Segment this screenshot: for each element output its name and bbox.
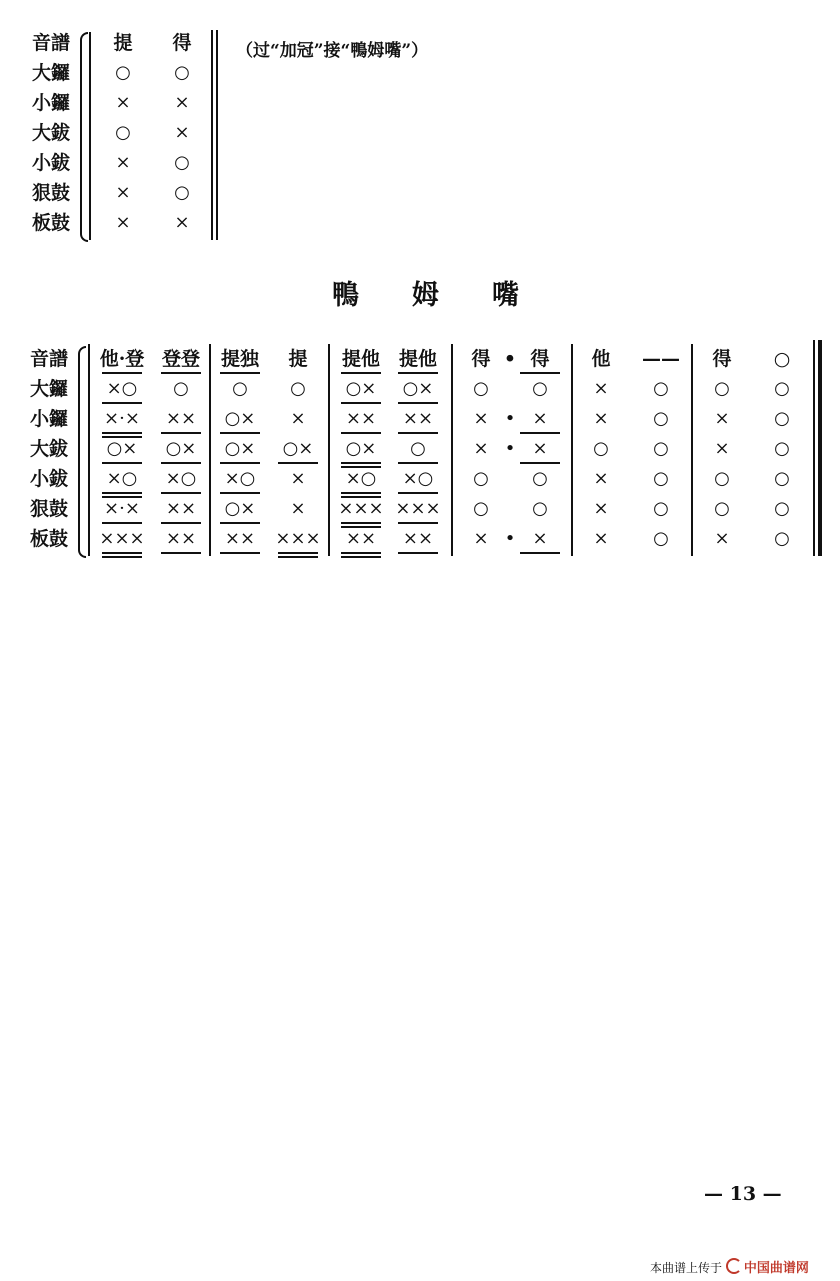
top-stroke-cell: × xyxy=(174,212,190,233)
main-stroke-cell: ○ xyxy=(653,408,669,429)
main-stroke-cell: ×× xyxy=(402,408,434,429)
main-stroke-cell: ○× xyxy=(224,408,256,429)
main-beam-underline xyxy=(341,462,381,464)
main-beam-underline xyxy=(161,372,201,374)
top-right-barline-2 xyxy=(216,30,218,240)
main-beam-underline xyxy=(520,462,560,464)
main-beam-underline xyxy=(398,432,438,434)
main-beam-underline xyxy=(398,492,438,494)
top-stroke-cell: ○ xyxy=(174,152,190,173)
top-stroke-cell: × xyxy=(115,92,131,113)
title-char-2: 姆 xyxy=(412,280,439,311)
main-barline-1 xyxy=(209,344,211,556)
main-stroke-cell: ○ xyxy=(774,408,790,429)
main-stroke-cell: × xyxy=(532,438,548,459)
main-beam-underline xyxy=(278,556,318,558)
main-stroke-cell: ○ xyxy=(173,378,189,399)
main-stroke-cell: ○ xyxy=(232,378,248,399)
main-stroke-cell: ○ xyxy=(532,468,548,489)
main-stroke-cell: × xyxy=(290,498,306,519)
main-end-barline-2 xyxy=(818,340,822,556)
main-stroke-cell: ×○ xyxy=(402,468,434,489)
main-syllable-cell: 提 xyxy=(288,348,308,370)
main-beam-underline xyxy=(220,372,260,374)
top-left-brace xyxy=(80,32,88,242)
main-beam-underline xyxy=(102,552,142,554)
main-beam-underline xyxy=(161,432,201,434)
footer-credit xyxy=(650,1257,809,1276)
main-stroke-cell: ××× xyxy=(395,498,441,519)
main-stroke-cell: × xyxy=(473,408,489,429)
main-beam-underline xyxy=(220,552,260,554)
top-stroke-cell: × xyxy=(115,212,131,233)
main-left-barline xyxy=(88,344,90,556)
main-beam-underline xyxy=(341,492,381,494)
main-beam-underline xyxy=(278,462,318,464)
top-stroke-cell: × xyxy=(115,152,131,173)
main-stroke-cell: ○× xyxy=(165,438,197,459)
main-stroke-cell: ○ xyxy=(774,498,790,519)
main-beam-underline xyxy=(341,402,381,404)
main-stroke-cell: ××× xyxy=(99,528,145,549)
main-stroke-cell: ○× xyxy=(224,438,256,459)
top-row-label: 小鑼 xyxy=(32,92,71,114)
main-stroke-cell: ○× xyxy=(345,438,377,459)
main-stroke-cell: × xyxy=(290,468,306,489)
main-stroke-cell: ×× xyxy=(224,528,256,549)
main-stroke-cell: × xyxy=(593,528,609,549)
main-stroke-cell: × xyxy=(532,408,548,429)
main-syllable-cell: 他 xyxy=(591,348,611,370)
brand-logo-icon xyxy=(726,1258,742,1274)
main-syllable-cell: 登登 xyxy=(161,348,201,370)
main-stroke-cell: ○ xyxy=(774,378,790,399)
main-syllable-cell: • xyxy=(503,348,517,370)
main-stroke-cell: ○ xyxy=(653,528,669,549)
main-beam-underline xyxy=(220,462,260,464)
main-stroke-cell: ○× xyxy=(282,438,314,459)
main-stroke-cell: ×○ xyxy=(165,468,197,489)
main-stroke-cell: ○× xyxy=(402,378,434,399)
top-stroke-cell: × xyxy=(174,122,190,143)
main-stroke-cell: × xyxy=(714,438,730,459)
main-syllable-cell: 提他 xyxy=(341,348,381,370)
main-beam-underline xyxy=(278,552,318,554)
main-stroke-cell: ○× xyxy=(345,378,377,399)
main-row-label: 大鑼 xyxy=(30,378,69,400)
top-syllable-cell: 提 xyxy=(113,32,133,54)
main-syllable-cell: ○ xyxy=(773,348,791,370)
main-stroke-cell: × xyxy=(593,498,609,519)
main-beam-underline xyxy=(341,466,381,468)
top-stroke-cell: × xyxy=(174,92,190,113)
main-stroke-cell: ○ xyxy=(714,378,730,399)
footer-brand: 中国曲谱网 xyxy=(743,1261,809,1276)
main-stroke-cell: ○ xyxy=(653,468,669,489)
main-stroke-cell: ×○ xyxy=(106,378,138,399)
main-beam-underline xyxy=(102,496,142,498)
main-beam-underline xyxy=(398,402,438,404)
main-stroke-cell: • xyxy=(504,528,516,549)
main-beam-underline xyxy=(341,372,381,374)
main-stroke-cell: ×× xyxy=(345,528,377,549)
main-end-barline-1 xyxy=(813,340,815,556)
main-stroke-cell: ○ xyxy=(714,498,730,519)
top-row-label: 大鑼 xyxy=(32,62,71,84)
main-stroke-cell: × xyxy=(714,408,730,429)
main-stroke-cell: × xyxy=(473,528,489,549)
main-syllable-cell: 提他 xyxy=(398,348,438,370)
main-beam-underline xyxy=(341,552,381,554)
top-row-label: 音譜 xyxy=(32,32,71,54)
main-barline-4 xyxy=(571,344,573,556)
main-stroke-cell: ○ xyxy=(774,438,790,459)
main-syllable-cell: 得 xyxy=(471,348,491,370)
main-beam-underline xyxy=(102,462,142,464)
main-beam-underline xyxy=(398,462,438,464)
main-stroke-cell: ○ xyxy=(653,498,669,519)
top-stroke-cell: × xyxy=(115,182,131,203)
main-stroke-cell: ×○ xyxy=(106,468,138,489)
main-stroke-cell: ×○ xyxy=(224,468,256,489)
transition-note: （过“加冠”接“鴨姆嘴”） xyxy=(236,41,429,61)
main-syllable-cell: 他·登 xyxy=(99,348,145,370)
main-row-label: 小鈸 xyxy=(30,468,69,490)
main-barline-5 xyxy=(691,344,693,556)
main-beam-underline xyxy=(341,432,381,434)
main-stroke-cell: × xyxy=(593,378,609,399)
main-beam-underline xyxy=(220,432,260,434)
main-beam-underline xyxy=(220,492,260,494)
main-stroke-cell: ×× xyxy=(165,498,197,519)
main-beam-underline xyxy=(398,552,438,554)
main-stroke-cell: ○ xyxy=(532,378,548,399)
main-stroke-cell: ○ xyxy=(410,438,426,459)
main-beam-underline xyxy=(161,552,201,554)
main-stroke-cell: ×× xyxy=(345,408,377,429)
main-beam-underline xyxy=(520,552,560,554)
top-right-barline-1 xyxy=(211,30,213,240)
main-beam-underline xyxy=(102,436,142,438)
main-beam-underline xyxy=(520,372,560,374)
main-beam-underline xyxy=(161,492,201,494)
main-stroke-cell: ○ xyxy=(774,468,790,489)
main-stroke-cell: • xyxy=(504,438,516,459)
main-beam-underline xyxy=(102,492,142,494)
main-syllable-cell: 得 xyxy=(530,348,550,370)
top-row-label: 小鈸 xyxy=(32,152,71,174)
title-char-1: 鴨 xyxy=(332,280,359,311)
main-stroke-cell: ○ xyxy=(593,438,609,459)
main-row-label: 狠鼓 xyxy=(30,498,69,520)
main-stroke-cell: ×× xyxy=(402,528,434,549)
main-stroke-cell: ×○ xyxy=(345,468,377,489)
main-stroke-cell: × xyxy=(473,438,489,459)
main-syllable-cell: —— xyxy=(642,348,680,370)
main-stroke-cell: ○ xyxy=(532,498,548,519)
main-stroke-cell: ○ xyxy=(653,378,669,399)
top-row-label: 狠鼓 xyxy=(32,182,71,204)
top-syllable-cell: 得 xyxy=(172,32,192,54)
main-row-label: 板鼓 xyxy=(30,528,69,550)
main-stroke-cell: ○ xyxy=(473,498,489,519)
main-stroke-cell: ○ xyxy=(774,528,790,549)
main-beam-underline xyxy=(102,372,142,374)
main-stroke-cell: × xyxy=(593,408,609,429)
main-beam-underline xyxy=(102,556,142,558)
top-stroke-cell: ○ xyxy=(115,62,131,83)
main-stroke-cell: ×× xyxy=(165,408,197,429)
main-stroke-cell: ○ xyxy=(714,468,730,489)
main-beam-underline xyxy=(341,522,381,524)
main-stroke-cell: × xyxy=(532,528,548,549)
page-number: — 13 — xyxy=(704,1183,782,1205)
main-beam-underline xyxy=(341,556,381,558)
main-stroke-cell: • xyxy=(504,408,516,429)
main-beam-underline xyxy=(520,432,560,434)
main-row-label: 大鈸 xyxy=(30,438,69,460)
main-stroke-cell: ×× xyxy=(165,528,197,549)
main-stroke-cell: ○ xyxy=(473,378,489,399)
main-stroke-cell: ○× xyxy=(224,498,256,519)
main-stroke-cell: ○ xyxy=(290,378,306,399)
top-row-label: 大鈸 xyxy=(32,122,71,144)
main-row-label: 小鑼 xyxy=(30,408,69,430)
main-stroke-cell: ××× xyxy=(338,498,384,519)
main-stroke-cell: × xyxy=(290,408,306,429)
top-stroke-cell: ○ xyxy=(115,122,131,143)
main-stroke-cell: ××× xyxy=(275,528,321,549)
title-char-3: 嘴 xyxy=(492,280,519,311)
main-beam-underline xyxy=(341,526,381,528)
main-barline-2 xyxy=(328,344,330,556)
main-stroke-cell: ×·× xyxy=(104,408,140,429)
main-stroke-cell: × xyxy=(593,468,609,489)
main-beam-underline xyxy=(102,432,142,434)
main-stroke-cell: ×·× xyxy=(104,498,140,519)
main-beam-underline xyxy=(220,522,260,524)
main-barline-3 xyxy=(451,344,453,556)
main-stroke-cell: ○ xyxy=(473,468,489,489)
top-left-barline xyxy=(89,32,91,240)
main-beam-underline xyxy=(341,496,381,498)
top-stroke-cell: ○ xyxy=(174,182,190,203)
footer-prefix: 本曲谱上传于 xyxy=(650,1261,723,1275)
main-beam-underline xyxy=(161,522,201,524)
main-beam-underline xyxy=(102,402,142,404)
main-beam-underline xyxy=(398,372,438,374)
top-stroke-cell: ○ xyxy=(174,62,190,83)
main-stroke-cell: ○ xyxy=(653,438,669,459)
main-syllable-cell: 提独 xyxy=(220,348,260,370)
main-beam-underline xyxy=(102,522,142,524)
main-left-brace xyxy=(78,346,86,558)
main-stroke-cell: ○× xyxy=(106,438,138,459)
main-stroke-cell: × xyxy=(714,528,730,549)
main-syllable-cell: 得 xyxy=(712,348,732,370)
main-row-label: 音譜 xyxy=(30,348,69,370)
main-beam-underline xyxy=(398,522,438,524)
main-beam-underline xyxy=(161,462,201,464)
top-row-label: 板鼓 xyxy=(32,212,71,234)
